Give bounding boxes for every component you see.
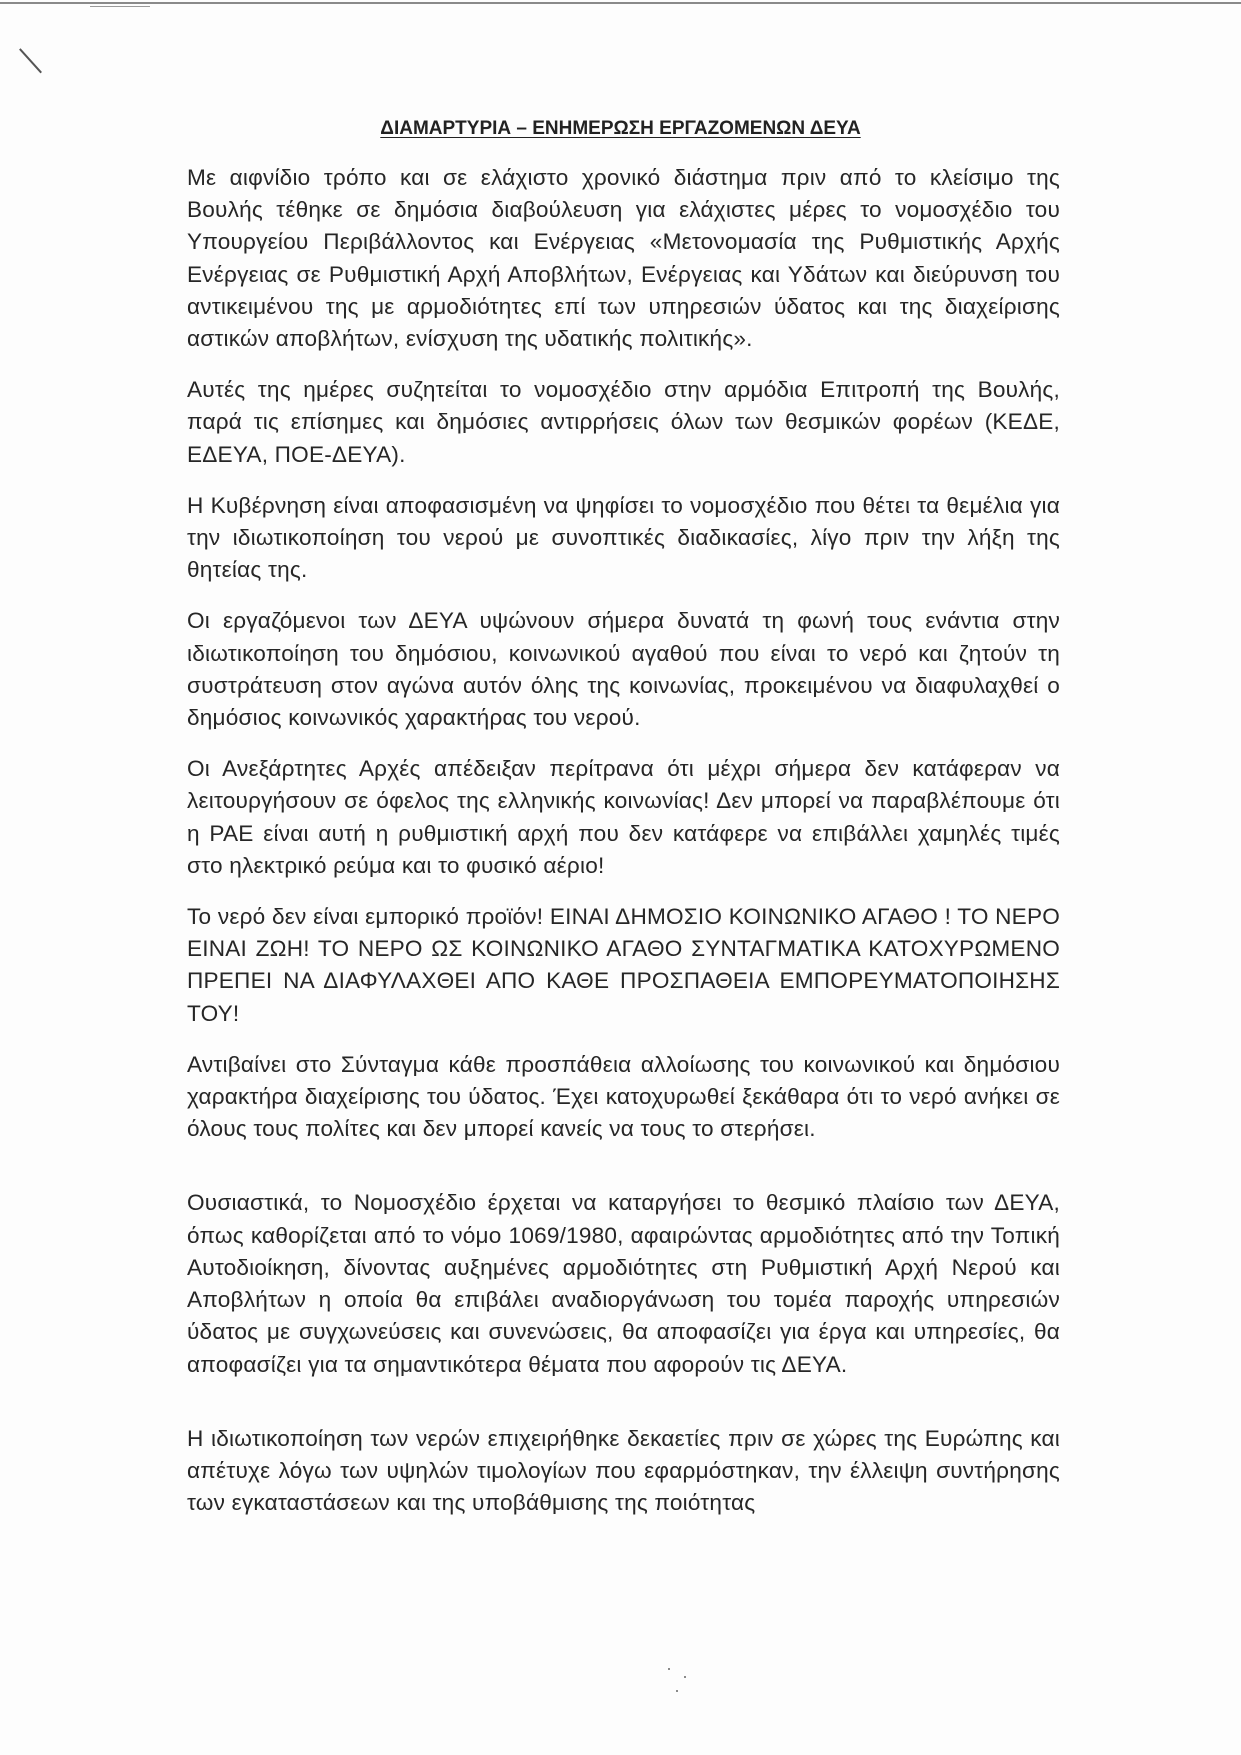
scan-speck (668, 1668, 670, 1670)
paragraph-9: Η ιδιωτικοποίηση των νερών επιχειρήθηκε δεκαετίες πριν σε χώρες της Ευρώπης και απέτυχε λόγω των υψηλών τιμολογίων που εφαρμόστηκαν, την έλλειψη συντήρησης των εγκαταστάσεων και της υποβάθμισης της ποιότητας (187, 1425, 1060, 1516)
scan-top-border (0, 2, 1241, 4)
paragraph-6: Το νερό δεν είναι εμπορικό προϊόν! ΕΙΝΑΙ ΔΗΜΟΣΙΟ ΚΟΙΝΩΝΙΚΟ ΑΓΑΘΟ ! ΤΟ ΝΕΡΟ ΕΙΝΑΙ ΖΩΗ! ΤΟ ΝΕΡΟ ΩΣ ΚΟΙΝΩΝΙΚΟ ΑΓΑΘΟ ΣΥΝΤΑΓΜΑΤΙΚΑ ΚΑΤΟΧΥΡΩΜΕΝΟ ΠΡΕΠΕΙ ΝΑ ΔΙΑΦΥΛΑΧΘΕΙ ΑΠΟ ΚΑΘΕ ΠΡΟΣΠΑΘΕΙΑ ΕΜΠΟΡΕΥΜΑΤΟΠΟΙΗΣΗΣ ΤΟΥ! (187, 904, 1060, 1026)
scan-speck (676, 1690, 678, 1692)
document-title (0, 118, 1241, 140)
scan-speck (684, 1676, 686, 1678)
paragraph-1: Με αιφνίδιο τρόπο και σε ελάχιστο χρονικό διάστημα πριν από το κλείσιμο της Βουλής τέθηκε σε δημόσια διαβούλευση για ελάχιστες μέρες το νομοσχέδιο του Υπουργείου Περιβάλλοντος και Ενέργειας «Μετονομασία της Ρυθμιστικής Αρχής Ενέργειας σε Ρυθμιστική Αρχή Αποβλήτων, Ενέργειας και Υδάτων και διεύρυνση του αντικειμένου της με αρμοδιότητες επί των υπηρεσιών ύδατος και της διαχείρισης αστικών αποβλήτων, ενίσχυση της υδατικής πολιτικής». (187, 165, 1060, 352)
paragraph-4: Οι εργαζόμενοι των ΔΕΥΑ υψώνουν σήμερα δυνατά τη φωνή τους ενάντια στην ιδιωτικοποίηση του δημόσιου, κοινωνικού αγαθού που είναι το νερό και ζητούν τη συστράτευση στον αγώνα αυτόν όλης της κοινωνίας, προκειμένου να διαφυλαχθεί ο δημόσιος κοινωνικός χαρακτήρας του νερού. (187, 608, 1060, 731)
scan-top-mark (90, 6, 150, 7)
document-body (187, 162, 1060, 1538)
paragraph-3: Η Κυβέρνηση είναι αποφασισμένη να ψηφίσει το νομοσχέδιο που θέτει τα θεμέλια για την ιδιωτικοποίηση του νερού με συνοπτικές διαδικασίες, λίγο πριν την λήξη της θητείας της. (187, 492, 1060, 583)
paragraph-8: Ουσιαστικά, το Νομοσχέδιο έρχεται να καταργήσει το θεσμικό πλαίσιο των ΔΕΥΑ, όπως καθορίζεται από το νόμο 1069/1980, αφαιρώντας αρμοδιότητες από την Τοπική Αυτοδιοίκηση, δίνοντας αυξημένες αρμοδιότητες στη Ρυθμιστική Αρχή Νερού και Αποβλήτων η οποία θα επιβάλει αναδιοργάνωση του τομέα παροχής υπηρεσιών ύδατος με συγχωνεύσεις και συνενώσεις, θα αποφασίζει για έργα και υπηρεσίες, θα αποφασίζει για τα σημαντικότερα θέματα που αφορούν τις ΔΕΥΑ. (187, 1190, 1060, 1377)
document-title-text: ΔΙΑΜΑΡΤΥΡΙΑ – ΕΝΗΜΕΡΩΣΗ ΕΡΓΑΖΟΜΕΝΩΝ ΔΕΥΑ (380, 118, 861, 139)
paragraph-7: Αντιβαίνει στο Σύνταγμα κάθε προσπάθεια αλλοίωσης του κοινωνικού και δημόσιου χαρακτήρα διαχείρισης του ύδατος. Έχει κατοχυρωθεί ξεκάθαρα ότι το νερό ανήκει σε όλους τους πολίτες και δεν μπορεί κανείς να τους το στερήσει. (187, 1051, 1060, 1142)
paragraph-2: Αυτές της ημέρες συζητείται το νομοσχέδιο στην αρμόδια Επιτροπή της Βουλής, παρά τις επίσημες και δημόσιες αντιρρήσεις όλων των θεσμικών φορέων (ΚΕΔΕ, ΕΔΕΥΑ, ΠΟΕ-ΔΕΥΑ). (187, 377, 1060, 467)
paragraph-5: Οι Ανεξάρτητες Αρχές απέδειξαν περίτρανα ότι μέχρι σήμερα δεν κατάφεραν να λειτουργήσουν σε όφελος της ελληνικής κοινωνίας! Δεν μπορεί να παραβλέπουμε ότι η ΡΑΕ είναι αυτή η ρυθμιστική αρχή που δεν κατάφερε να επιβάλλει χαμηλές τιμές στο ηλεκτρικό ρεύμα και το φυσικό αέριο! (187, 756, 1060, 878)
pen-stroke-mark (19, 48, 42, 73)
